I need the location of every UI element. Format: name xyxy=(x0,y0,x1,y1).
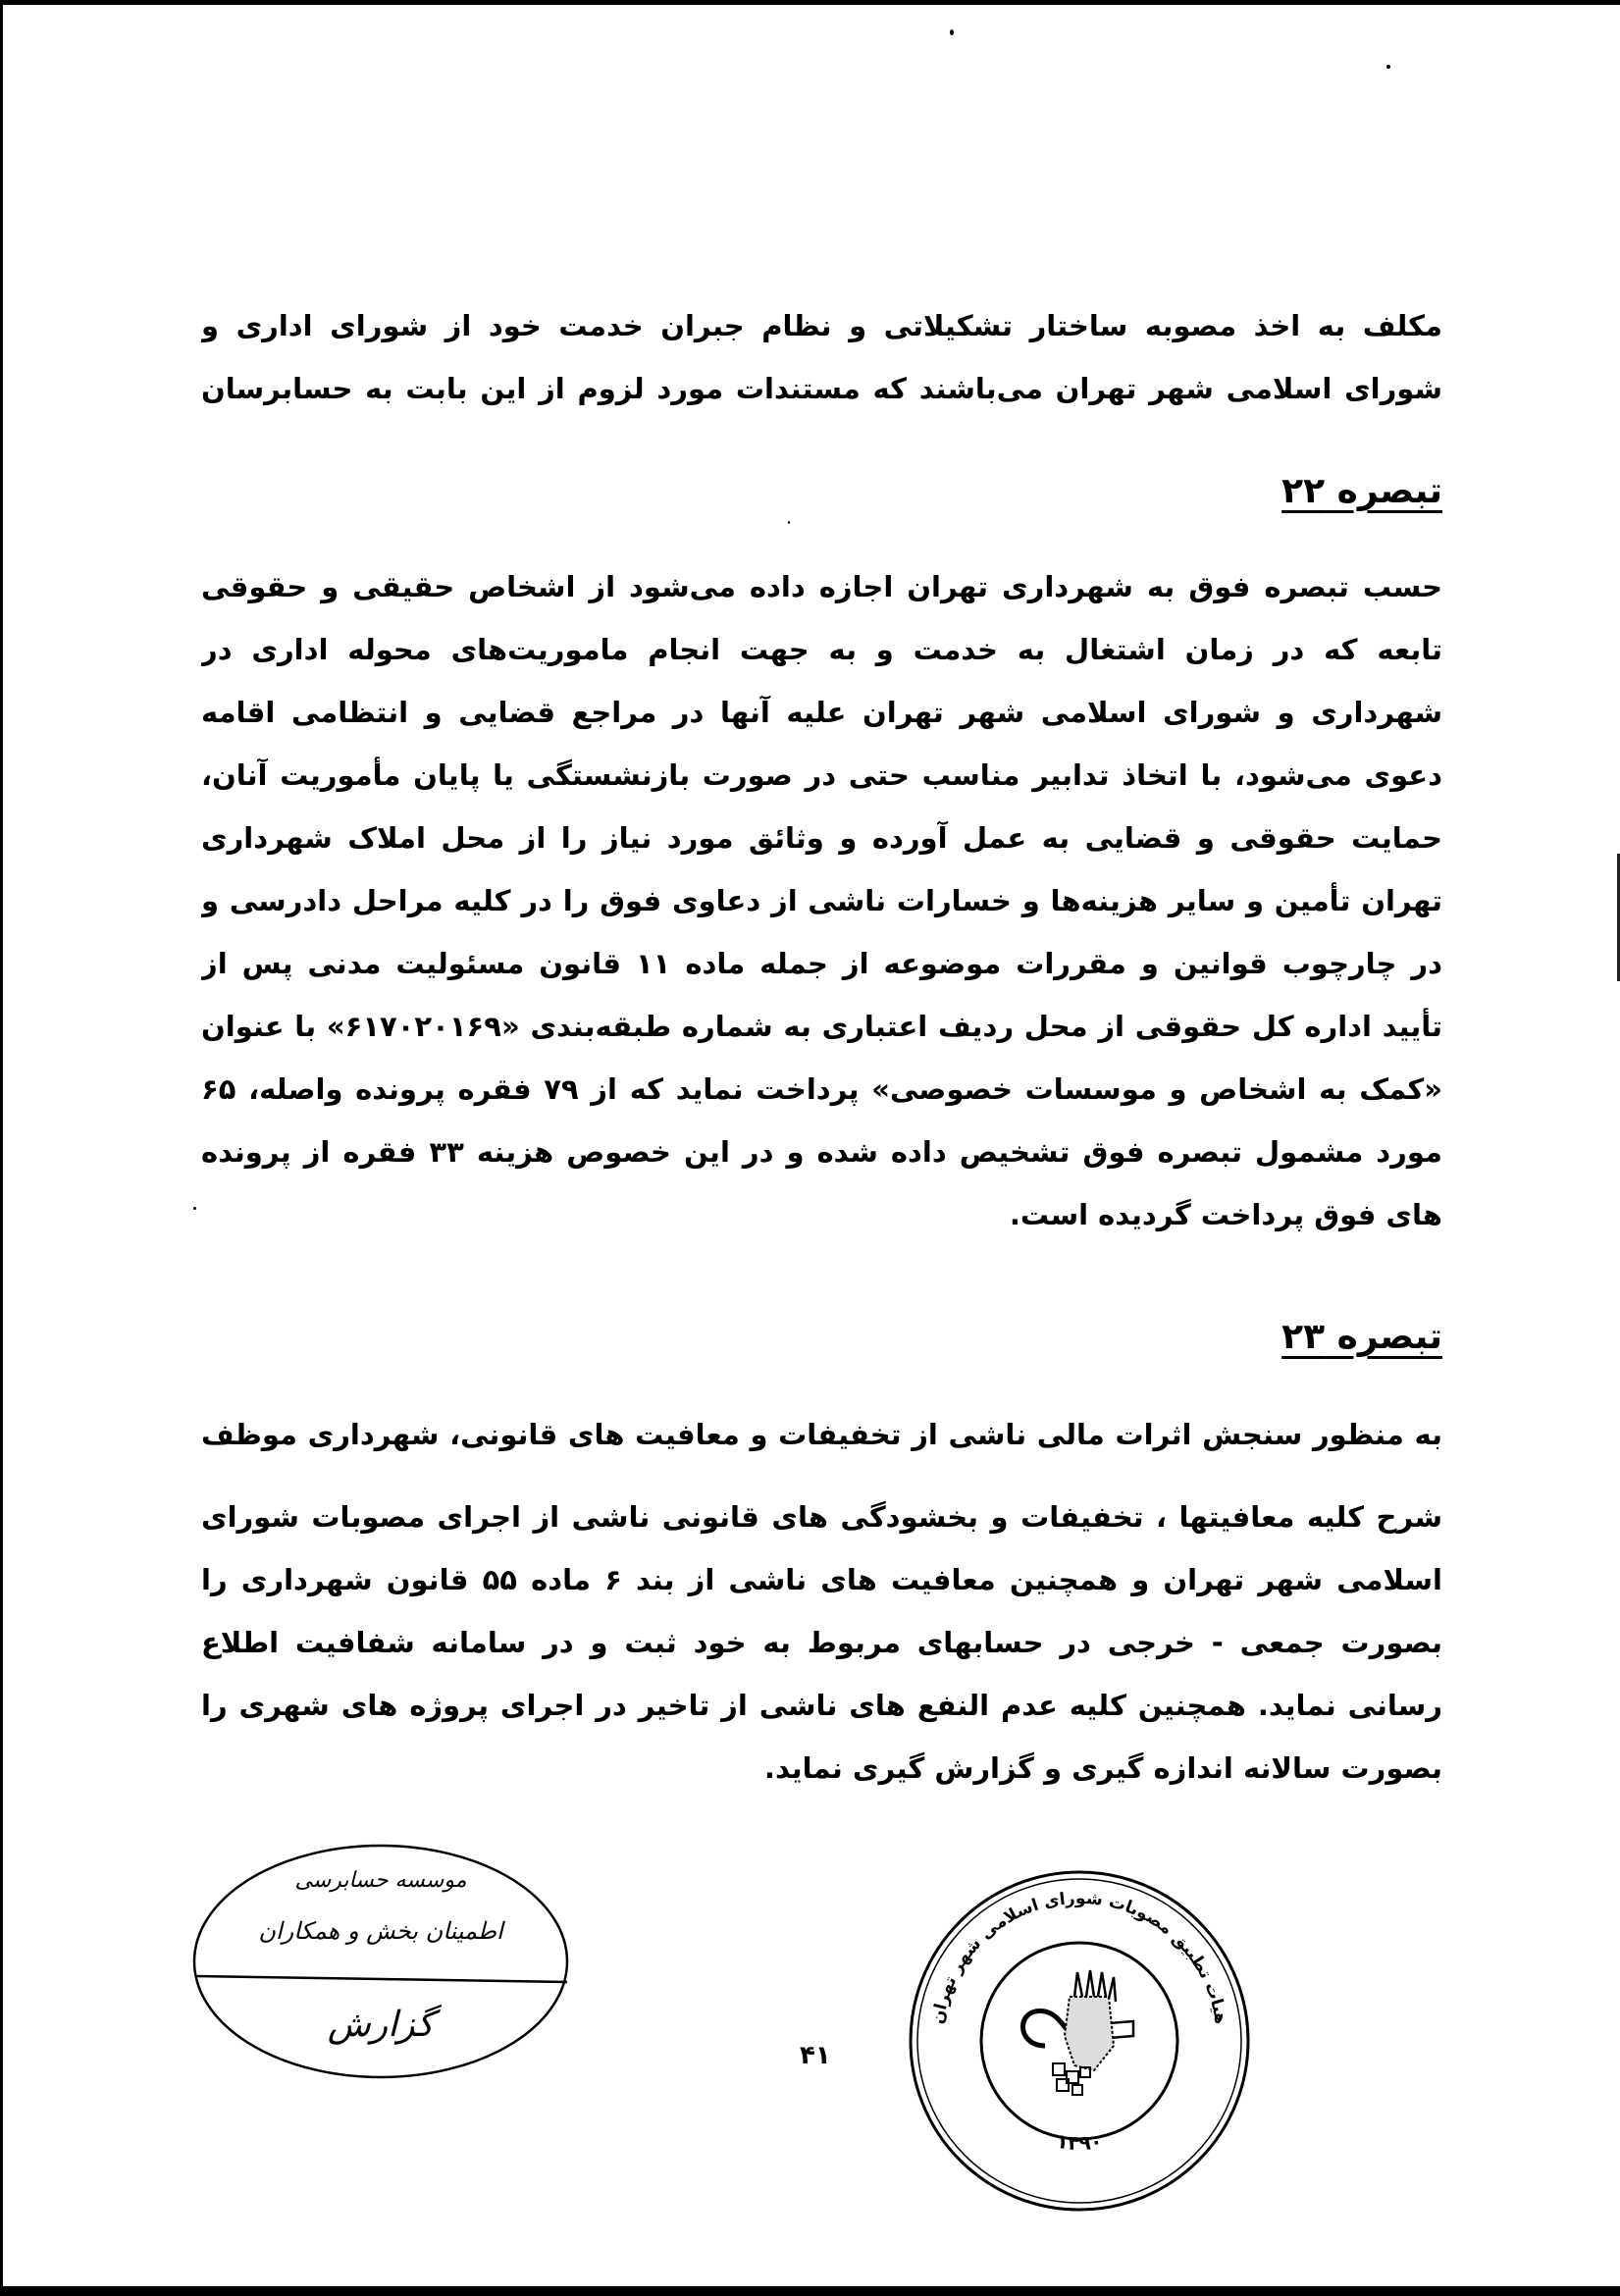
council-seal-ring-text: هیات تطبیق مصوبات شورای اسلامی شهر تهران xyxy=(927,1888,1230,2026)
section-22-paragraph: حسب تبصره فوق به شهرداری تهران اجازه داده می‌شود از اشخاص حقیقی و حقوقی تابعه که در زمان اشتغال به خدمت و به جهت انجام ماموریت‌های محوله اداری در شهرداری و شورای اسلامی شهر تهران علیه آنها در مراجع قضایی و انتظامی اقامه دعوی می‌شود، با اتخاذ تدابیر مناسب حتی در صورت بازنشستگی یا پایان مأموریت آنان، حمایت حقوقی و قضایی به عمل آورده و وثائق مورد نیاز را از محل املاک شهرداری تهران تأمین و سایر هزینه‌ها و خسارات ناشی از دعاوی فوق را در کلیه مراحل دادرسی و در چارچوب قوانین و مقررات موضوعه از جمله ماده ۱۱ قانون مسئولیت مدنی پس از تأیید اداره کل حقوقی از محل ردیف اعتباری به شماره طبقه‌بندی «۶۱۷۰۲۰۱۶۹» با عنوان «کمک به اشخاص و موسسات خصوصی» پرداخت نماید که از ۷۹ فقره پرونده واصله، ۶۵ مورد مشمول تبصره فوق تشخیص داده شده و در این خصوص هزینه ۳۳ فقره از پرونده های فوق پرداخت گردیده است. xyxy=(201,570,1442,1231)
scan-speck xyxy=(193,1207,196,1210)
page-number: ۴۱ xyxy=(800,2041,831,2070)
scan-border-left xyxy=(0,0,3,2296)
scan-speck xyxy=(788,521,790,524)
scan-speck xyxy=(950,29,954,35)
council-seal-year: ۱۳۹۰ xyxy=(1054,2128,1105,2156)
council-seal-graphic xyxy=(903,1864,1256,2218)
scan-border-top xyxy=(0,0,1620,5)
scan-speck xyxy=(1386,65,1390,69)
section-heading-22: تبصره ۲۲ xyxy=(1281,471,1442,511)
council-emblem-icon xyxy=(1023,1970,1134,2095)
auditor-stamp xyxy=(184,1839,577,2084)
auditor-stamp-line3: گزارش xyxy=(327,2005,435,2045)
auditor-stamp-line1: موسسه حسابرسی xyxy=(294,1868,467,1893)
section-23-paragraph: شرح کلیه معافیتها ، تخفیفات و بخشودگی های قانونی ناشی از اجرای مصوبات شورای اسلامی شهر تهران و همچنین معافیت های ناشی از بند ۶ ماده ۵۵ قانون شهرداری را بصورت جمعی - خرجی در حسابهای مربوط به خود ثبت و در سامانه شفافیت اطلاع رسانی نماید. همچنین کلیه عدم النفع های ناشی از تاخیر در اجرای پروژه های شهری را بصورت سالانه اندازه گیری و گزارش گیری نماید. xyxy=(201,1500,1442,1785)
scan-border-bottom xyxy=(0,2286,1620,2296)
auditor-stamp-line2: اطمینان بخش و همکاران xyxy=(258,1917,503,1945)
intro-paragraph: مکلف به اخذ مصوبه ساختار تشکیلاتی و نظام جبران خدمت خود از شورای اداری و شورای اسلامی شهر تهران می‌باشند که مستندات مورد لزوم از این بابت به حسابرسان xyxy=(201,309,1442,405)
section-heading-23: تبصره ۲۳ xyxy=(1281,1317,1442,1357)
section-23-intro: به منظور سنجش اثرات مالی ناشی از تخفیفات و معافیت های قانونی، شهرداری موظف xyxy=(201,1418,1442,1451)
council-seal xyxy=(903,1864,1256,2218)
